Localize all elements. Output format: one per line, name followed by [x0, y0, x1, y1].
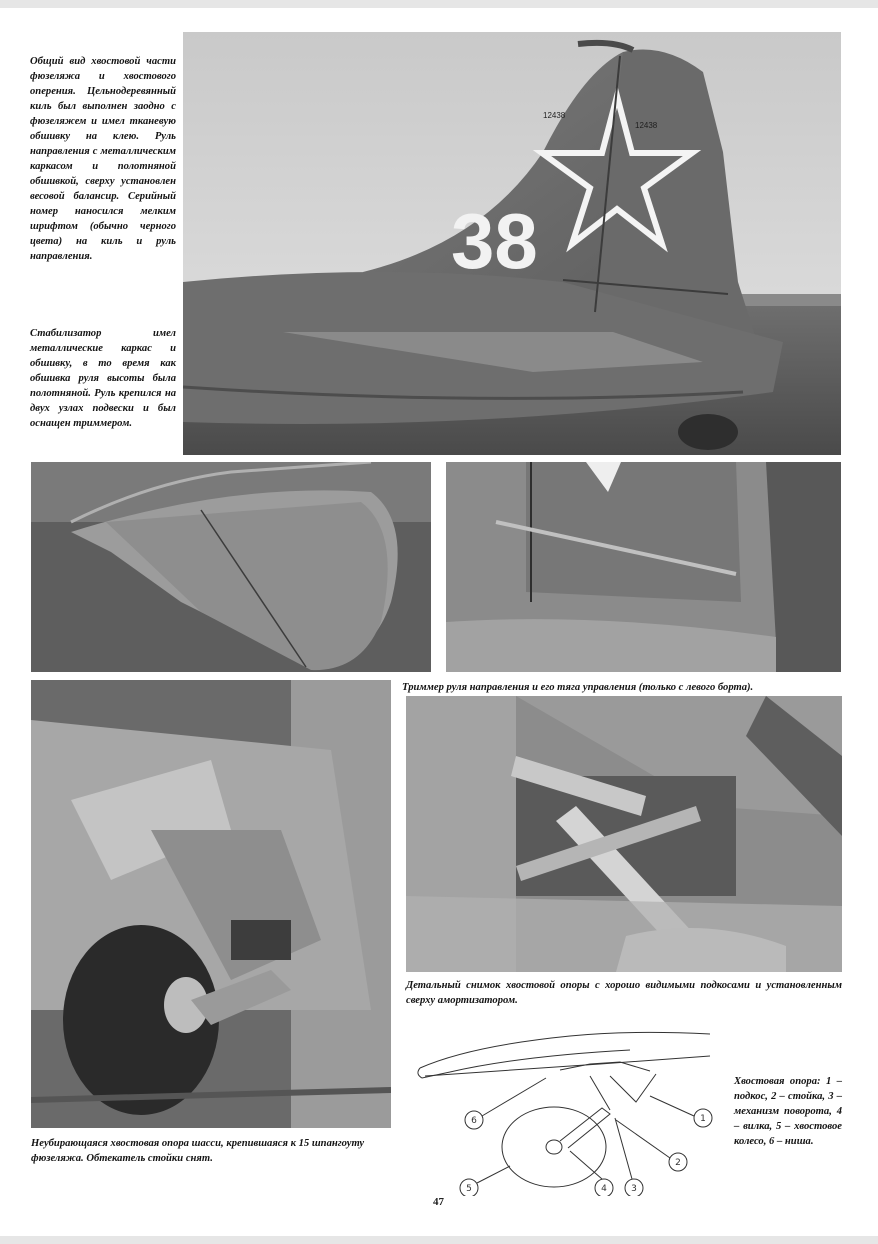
- callout-3: 3: [631, 1184, 637, 1194]
- tail-number: 38: [451, 197, 538, 285]
- page-number: 47: [433, 1196, 444, 1208]
- caption-diagram-legend: Хвостовая опора: 1 – подкос, 2 – стойка, 3 – механизм поворота, 4 – вилка, 5 – хвостовое колесо, 6 – ниша.: [734, 1076, 842, 1147]
- callout-5: 5: [466, 1184, 472, 1194]
- rudder-serial: 12438: [635, 121, 658, 130]
- caption-fixed-gear: Неубирающаяся хвостовая опора шасси, крепившаяся к 15 шпангоуту фюзеляжа. Обтекатель стойки снят.: [31, 1138, 365, 1164]
- caption-tail-general: Общий вид хвостовой части фюзеляжа и хвостового оперения. Цельнодеревянный киль был выполнен заодно с фюзеляжем и имел тканевую обшивку на клею. Руль направления с металлическим каркасом и полотняной обшивкой, сверху установлен весовой балансир. Серийный номер наносился мелким шрифтом (обычно черного цвета) на киль и руль направления.: [30, 56, 176, 262]
- magazine-page: [0, 8, 878, 1236]
- caption-strut-detail: Детальный снимок хвостовой опоры с хорошо видимыми подкосами и установленным сверху амортизатором.: [406, 980, 842, 1006]
- photo-tail-fin: [183, 32, 841, 455]
- caption-rudder-trim: Триммер руля направления и его тяга управления (только с левого борта).: [402, 682, 754, 693]
- callout-2: 2: [675, 1158, 681, 1168]
- photo-strut-detail: [406, 696, 842, 972]
- photo-tail-wheel: [31, 680, 391, 1128]
- fin-serial: 12438: [543, 111, 566, 120]
- tail-gear-diagram: [410, 1016, 730, 1196]
- callout-4: 4: [601, 1184, 607, 1194]
- caption-stabilizer: Стабилизатор имел металлические каркас и обшивку, в то время как обшивка руля высоты была полотняной. Руль крепился на двух узлах подвески и был оснащен триммером.: [30, 328, 176, 429]
- photo-rudder-trim: [446, 462, 841, 672]
- photo-stabilizer: [31, 462, 431, 672]
- callout-6: 6: [471, 1116, 477, 1126]
- callout-1: 1: [700, 1114, 706, 1124]
